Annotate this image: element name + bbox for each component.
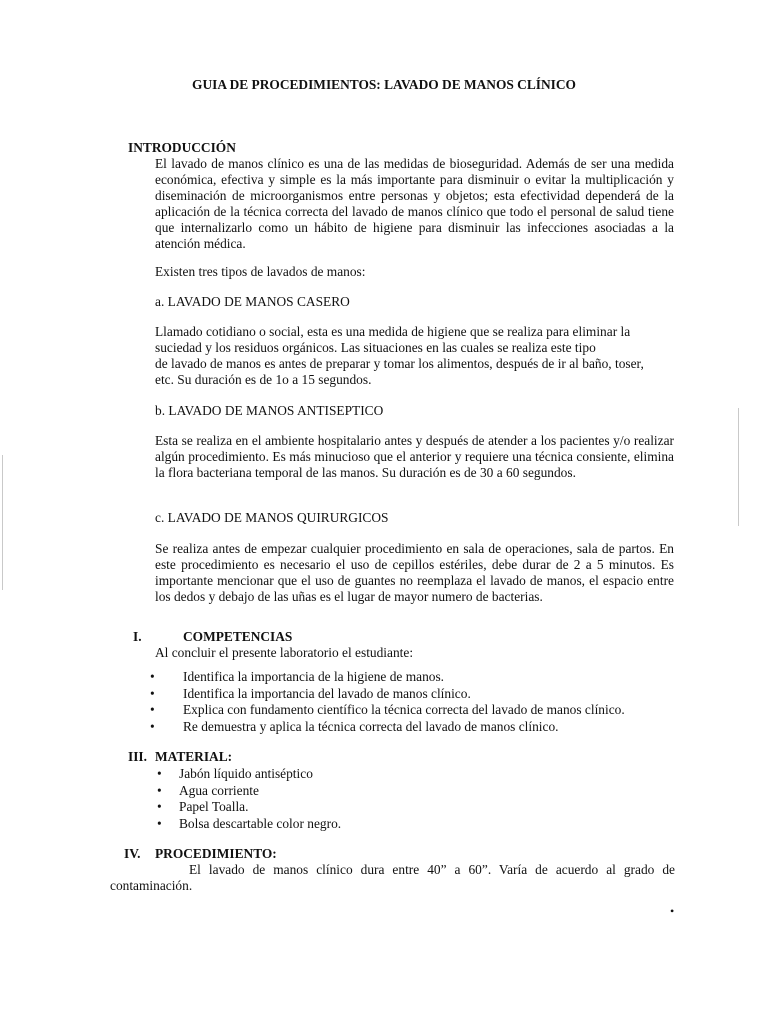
list-item-text: Jabón líquido antiséptico [179, 766, 313, 781]
list-item [157, 799, 557, 816]
type-casero-heading: a. LAVADO DE MANOS CASERO [155, 294, 350, 309]
competencias-list [150, 669, 710, 735]
types-intro: Existen tres tipos de lavados de manos: [155, 264, 366, 279]
type-casero-line: suciedad y los residuos orgánicos. Las situaciones en las cuales se realiza este tipo [155, 340, 596, 355]
material-list [157, 766, 557, 832]
bullet-icon: • [150, 702, 155, 717]
list-item-text: Explica con fundamento científico la técnica correcta del lavado de manos clínico. [183, 702, 625, 717]
bullet-icon: • [157, 799, 162, 814]
section-numeral: IV. [124, 846, 141, 861]
procedimiento-heading [124, 846, 277, 862]
type-casero-paragraph [155, 324, 685, 388]
list-item [150, 719, 710, 736]
section-numeral: I. [133, 629, 142, 644]
material-heading [128, 749, 232, 765]
bullet-icon: • [157, 815, 162, 831]
type-antiseptico-heading: b. LAVADO DE MANOS ANTISEPTICO [155, 403, 384, 418]
list-item-text: Identifica la importancia del lavado de manos clínico. [183, 685, 471, 701]
bullet-icon: • [150, 669, 155, 684]
document-title: GUIA DE PROCEDIMIENTOS: LAVADO DE MANOS CLÍNICO [192, 77, 576, 92]
bullet-icon: • [157, 766, 162, 781]
right-edge-line [738, 408, 739, 526]
type-casero-line: de lavado de manos es antes de preparar y tomar los alimentos, después de ir al baño, toser, [155, 356, 644, 371]
type-antiseptico-paragraph: Esta se realiza en el ambiente hospitalario antes y después de atender a los pacientes y/o realizar algún procedimiento. Es más minucioso que el anterior y requiere una técnica consiente, elimina la flora bacteriana temporal de las manos. Su duración es de 30 a 60 segundos. [155, 433, 674, 480]
section-title: COMPETENCIAS [183, 629, 293, 644]
list-item-text: Agua corriente [179, 782, 259, 798]
competencias-intro: Al concluir el presente laboratorio el estudiante: [155, 645, 414, 660]
left-edge-line [2, 455, 3, 590]
type-quirurgicos-paragraph: Se realiza antes de empezar cualquier procedimiento en sala de operaciones, sala de partos. En este procedimiento es necesario el uso de cepillos estériles, debe durar de 2 a 5 minutos. Es importante mencionar que el uso de guantes no reemplaza el lavado de manos, el espacio entre los dedos y debajo de las uñas es el lugar de mayor numero de bacterias. [155, 541, 674, 604]
type-casero-line: Llamado cotidiano o social, esta es una medida de higiene que se realiza para eliminar la [155, 324, 631, 339]
section-numeral: III. [128, 749, 147, 764]
bullet-icon: • [150, 685, 155, 701]
list-item-text: Papel Toalla. [179, 799, 249, 814]
list-item [150, 686, 710, 703]
list-item [150, 702, 710, 719]
bullet-icon: • [157, 782, 162, 798]
list-item [157, 766, 557, 783]
list-item [150, 669, 710, 686]
list-item-text: Bolsa descartable color negro. [179, 815, 342, 831]
section-title: PROCEDIMIENTO: [155, 846, 277, 861]
section-title: MATERIAL: [155, 749, 233, 764]
stray-mark: • [670, 904, 675, 918]
procedimiento-line-2: contaminación. [110, 878, 193, 893]
list-item [157, 783, 557, 800]
list-item-text: Re demuestra y aplica la técnica correcta del lavado de manos clínico. [183, 718, 559, 734]
type-quirurgicos-heading: c. LAVADO DE MANOS QUIRURGICOS [155, 510, 389, 525]
list-item-text: Identifica la importancia de la higiene de manos. [183, 669, 445, 684]
list-item [157, 816, 557, 833]
bullet-icon: • [150, 718, 155, 734]
introduction-paragraph: El lavado de manos clínico es una de las medidas de bioseguridad. Además de ser una medida económica, efectiva y simple es la más importante para disminuir o evitar la multiplicación y diseminación de microorganismos entre personas y objetos; esta efectividad dependerá de la aplicación de la técnica correcta del lavado de manos clínico que todo el personal de salud tiene que internalizarlo como un hábito de higiene para disminuir las infecciones asociadas a la atención médica. [155, 156, 674, 251]
type-casero-line: etc. Su duración es de 1o a 15 segundos. [155, 372, 372, 387]
procedimiento-line-1: El lavado de manos clínico dura entre 40” a 60”. Varía de acuerdo al grado de [189, 862, 675, 877]
introduction-heading: INTRODUCCIÓN [128, 140, 236, 155]
competencias-heading [133, 629, 292, 645]
